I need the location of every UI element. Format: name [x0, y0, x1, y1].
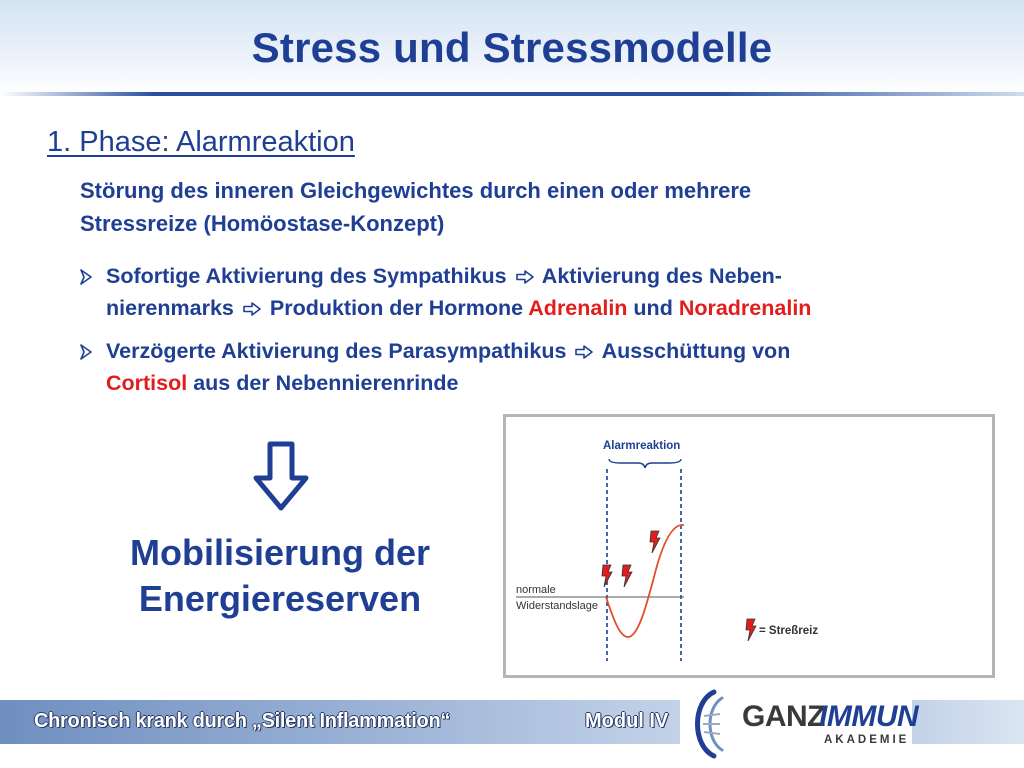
- bullet-item-sympathikus: [78, 260, 978, 324]
- bullet-item-parasympathikus: [78, 335, 978, 399]
- footer-series-title: Chronisch krank durch „Silent Inflammation“: [34, 710, 451, 732]
- bullet1-text-1: Sofortige Aktivierung des Sympathikus: [106, 264, 507, 288]
- intro-line-1: Störung des inneren Gleichgewichtes durch einen oder mehrere: [80, 178, 752, 203]
- logo-text-immun: IMMUN: [819, 700, 919, 733]
- result-line-2: Energiereserven: [138, 578, 422, 619]
- footer-module: Modul IV: [585, 710, 669, 732]
- logo-subtitle: AKADEMIE: [824, 734, 910, 746]
- right-arrow-icon: [243, 302, 261, 316]
- baseline-label-2: Widerstandslage: [516, 600, 598, 612]
- result-text: [60, 530, 500, 622]
- bullet2-text-3: aus der Nebennierenrinde: [193, 371, 459, 395]
- dna-helix-icon: [684, 684, 740, 764]
- alarm-diagram: [503, 414, 995, 678]
- phase-label: Alarmreaktion: [603, 440, 681, 452]
- footer-band-right: [912, 700, 1024, 744]
- phase-heading: 1. Phase: Alarmreaktion: [47, 126, 355, 158]
- bullet-arrow-icon: [78, 269, 94, 285]
- intro-line-2: Stressreize (Homöostase-Konzept): [80, 211, 445, 236]
- down-arrow-icon: [252, 440, 310, 512]
- bullet1-conj: und: [633, 296, 673, 320]
- alarm-diagram-svg: [506, 417, 992, 675]
- legend-label: = Streßreiz: [759, 625, 819, 637]
- lightning-icon: [650, 531, 660, 553]
- baseline-label-1: normale: [516, 584, 556, 596]
- bullet-list: [78, 260, 978, 410]
- bullet2-text-1: Verzögerte Aktivierung des Parasympathikus: [106, 339, 567, 363]
- hormone-adrenalin: Adrenalin: [528, 296, 628, 320]
- bullet2-text-2: Ausschüttung von: [601, 339, 791, 363]
- lightning-icon: [746, 619, 756, 641]
- lightning-icon: [622, 565, 632, 587]
- bullet-arrow-icon: [78, 344, 94, 360]
- title-divider: [0, 92, 1024, 96]
- bullet1-text-3: nierenmarks: [106, 296, 234, 320]
- hormone-noradrenalin: Noradrenalin: [678, 296, 812, 320]
- stress-curve: [606, 525, 684, 637]
- hormone-cortisol: Cortisol: [106, 371, 188, 395]
- phase-brace: [609, 459, 681, 468]
- slide-title: Stress und Stressmodelle: [251, 24, 773, 71]
- ganzimmun-logo: [684, 684, 919, 764]
- logo-text-ganz: GANZ: [742, 700, 825, 733]
- bullet1-text-2: Aktivierung des Neben-: [541, 264, 782, 288]
- right-arrow-icon: [516, 270, 534, 284]
- phase-intro: [80, 174, 980, 240]
- bullet1-text-4: Produktion der Hormone: [269, 296, 524, 320]
- right-arrow-icon: [575, 345, 593, 359]
- result-line-1: Mobilisierung der: [129, 532, 431, 573]
